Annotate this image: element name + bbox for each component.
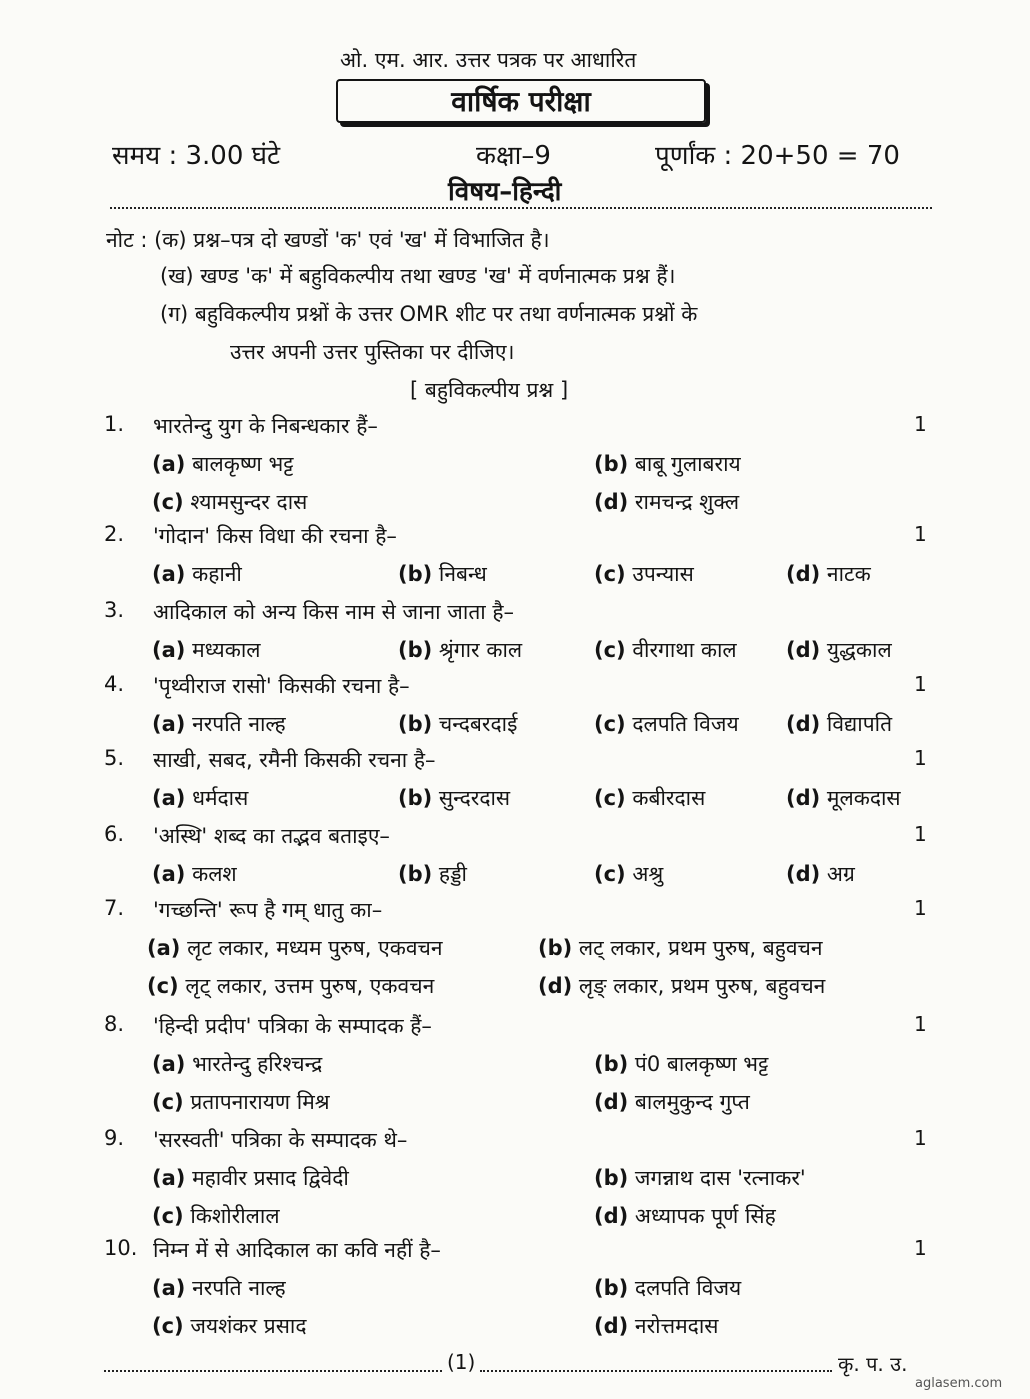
option-text: धर्मदास	[192, 786, 249, 810]
option-text: लृट् लकार, उत्तम पुरुष, एकवचन	[185, 974, 435, 998]
option-text: नाटक	[826, 562, 871, 586]
option-label: (c)	[594, 862, 626, 886]
option-label: (d)	[594, 1204, 629, 1228]
question-marks: 1	[914, 746, 927, 770]
option-text: वीरगाथा काल	[632, 638, 737, 662]
answer-option	[594, 1088, 750, 1116]
question-marks: 1	[914, 672, 927, 696]
answer-option	[594, 450, 741, 478]
answer-option	[152, 450, 294, 478]
answer-option	[152, 1164, 349, 1192]
answer-option	[786, 560, 871, 588]
section-title: [ बहुविकल्पीय प्रश्न ]	[410, 378, 569, 402]
answer-option	[594, 1202, 776, 1230]
answer-option	[152, 1312, 307, 1340]
option-label: (b)	[398, 638, 433, 662]
answer-option	[594, 488, 739, 516]
question-text: 'सरस्वती' पत्रिका के सम्पादक थे–	[153, 1128, 408, 1152]
exam-title-text: वार्षिक परीक्षा	[451, 85, 591, 118]
question-number: 1.	[104, 412, 125, 436]
answer-option	[152, 1050, 322, 1078]
footer-divider-left	[104, 1370, 442, 1372]
question-text: 'अस्थि' शब्द का तद्भव बताइए–	[153, 824, 390, 848]
answer-option	[786, 710, 892, 738]
option-text: अग्र	[826, 862, 855, 886]
answer-option	[152, 560, 242, 588]
note-line-3: (ग) बहुविकल्पीय प्रश्नों के उत्तर OMR शीट पर तथा वर्णनात्मक प्रश्नों के	[160, 302, 698, 326]
option-text: महावीर प्रसाद द्विवेदी	[192, 1166, 349, 1190]
question-marks: 1	[914, 896, 927, 920]
answer-option	[152, 1202, 280, 1230]
option-label: (b)	[398, 786, 433, 810]
option-label: (b)	[594, 1276, 629, 1300]
option-text: प्रतापनारायण मिश्र	[190, 1090, 330, 1114]
option-text: निबन्ध	[438, 562, 487, 586]
option-label: (b)	[538, 936, 573, 960]
option-label: (a)	[152, 638, 186, 662]
answer-option	[398, 560, 487, 588]
option-label: (d)	[786, 862, 821, 886]
option-label: (c)	[152, 1204, 184, 1228]
question-text: 'गोदान' किस विधा की रचना है–	[153, 524, 397, 548]
option-label: (c)	[152, 490, 184, 514]
option-text: नरोत्तमदास	[634, 1314, 719, 1338]
option-text: विद्यापति	[826, 712, 893, 736]
option-label: (b)	[594, 1052, 629, 1076]
option-label: (b)	[398, 712, 433, 736]
answer-option	[147, 972, 434, 1000]
option-text: श्यामसुन्दर दास	[190, 490, 308, 514]
option-label: (b)	[398, 862, 433, 886]
option-text: नरपति नाल्ह	[192, 1276, 286, 1300]
answer-option	[594, 784, 705, 812]
option-text: नरपति नाल्ह	[192, 712, 286, 736]
answer-option	[152, 488, 307, 516]
question-marks: 1	[914, 1126, 927, 1150]
option-label: (a)	[147, 936, 181, 960]
option-label: (c)	[594, 562, 626, 586]
option-text: हड्डी	[438, 862, 467, 886]
answer-option	[594, 1312, 718, 1340]
option-text: दलपति विजय	[634, 1276, 742, 1300]
answer-option	[594, 860, 663, 888]
question-marks: 1	[914, 522, 927, 546]
exam-class: कक्षा–9	[476, 141, 551, 171]
question-text: 'हिन्दी प्रदीप' पत्रिका के सम्पादक हैं–	[153, 1014, 432, 1038]
answer-option	[594, 1274, 741, 1302]
option-label: (d)	[786, 638, 821, 662]
option-text: मूलकदास	[826, 786, 901, 810]
option-label: (a)	[152, 1166, 186, 1190]
option-text: बालकृष्ण भट्ट	[192, 452, 294, 476]
question-marks: 1	[914, 1236, 927, 1260]
question-text: भारतेन्दु युग के निबन्धकार हैं–	[153, 414, 378, 438]
option-label: (a)	[152, 1052, 186, 1076]
answer-option	[538, 972, 825, 1000]
question-text: आदिकाल को अन्य किस नाम से जाना जाता है–	[153, 600, 515, 624]
option-text: जगन्नाथ दास 'रत्नाकर'	[634, 1166, 806, 1190]
option-label: (b)	[594, 1166, 629, 1190]
answer-option	[398, 784, 510, 812]
option-label: (c)	[594, 638, 626, 662]
answer-option	[594, 1164, 806, 1192]
question-text: निम्न में से आदिकाल का कवि नहीं है–	[153, 1238, 441, 1262]
option-label: (a)	[152, 452, 186, 476]
option-label: (d)	[594, 1314, 629, 1338]
option-label: (c)	[152, 1314, 184, 1338]
question-text: साखी, सबद, रमैनी किसकी रचना है–	[153, 748, 436, 772]
option-text: कलश	[192, 862, 237, 886]
option-label: (d)	[786, 712, 821, 736]
header-divider	[110, 207, 932, 209]
option-text: दलपति विजय	[632, 712, 739, 736]
option-label: (a)	[152, 562, 186, 586]
please-turn-over: कृ. प. उ.	[838, 1352, 908, 1376]
answer-option	[786, 636, 892, 664]
option-text: चन्दबरदाई	[438, 712, 518, 736]
answer-option	[538, 934, 823, 962]
exam-max-marks: पूर्णांक : 20+50 = 70	[655, 141, 900, 171]
answer-option	[152, 784, 248, 812]
option-text: श्रृंगार काल	[438, 638, 523, 662]
option-label: (a)	[152, 712, 186, 736]
question-number: 8.	[104, 1012, 125, 1036]
option-text: अध्यापक पूर्ण सिंह	[634, 1204, 776, 1228]
answer-option	[398, 710, 517, 738]
option-label: (d)	[594, 1090, 629, 1114]
answer-option	[594, 710, 739, 738]
option-label: (a)	[152, 1276, 186, 1300]
answer-option	[398, 860, 467, 888]
exam-title	[336, 79, 706, 123]
option-label: (d)	[538, 974, 573, 998]
option-text: उपन्यास	[632, 562, 694, 586]
exam-subject: विषय–हिन्दी	[448, 177, 562, 207]
question-number: 9.	[104, 1126, 125, 1150]
question-number: 2.	[104, 522, 125, 546]
option-text: बालमुकुन्द गुप्त	[634, 1090, 750, 1114]
option-text: पं0 बालकृष्ण भट्ट	[634, 1052, 769, 1076]
question-number: 3.	[104, 598, 125, 622]
option-label: (d)	[786, 786, 821, 810]
option-label: (c)	[147, 974, 179, 998]
question-text: 'पृथ्वीराज रासो' किसकी रचना है–	[153, 674, 410, 698]
question-number: 7.	[104, 896, 125, 920]
answer-option	[398, 636, 522, 664]
option-label: (b)	[594, 452, 629, 476]
option-label: (d)	[594, 490, 629, 514]
note-line-2: (ख) खण्ड 'क' में बहुविकल्पीय तथा खण्ड 'ख' में वर्णनात्मक प्रश्न हैं।	[160, 264, 676, 288]
exam-time: समय : 3.00 घंटे	[112, 141, 281, 171]
option-label: (c)	[594, 786, 626, 810]
question-marks: 1	[914, 412, 927, 436]
option-text: कबीरदास	[632, 786, 706, 810]
note-line-4: उत्तर अपनी उत्तर पुस्तिका पर दीजिए।	[230, 340, 515, 364]
question-marks: 1	[914, 1012, 927, 1036]
option-text: रामचन्द्र शुक्ल	[634, 490, 740, 514]
option-label: (c)	[594, 712, 626, 736]
answer-option	[152, 636, 261, 664]
option-text: मध्यकाल	[192, 638, 261, 662]
question-number: 6.	[104, 822, 125, 846]
answer-option	[594, 636, 737, 664]
option-text: लट् लकार, प्रथम पुरुष, बहुवचन	[578, 936, 823, 960]
question-marks: 1	[914, 822, 927, 846]
question-text: 'गच्छन्ति' रूप है गम् धातु का–	[153, 898, 383, 922]
answer-option	[152, 860, 237, 888]
page-number: (1)	[447, 1350, 476, 1374]
answer-option	[152, 1274, 286, 1302]
answer-option	[152, 710, 286, 738]
answer-option	[594, 560, 694, 588]
option-label: (a)	[152, 786, 186, 810]
note-line-1: नोट : (क) प्रश्न–पत्र दो खण्डों 'क' एवं 'ख' में विभाजित है।	[106, 228, 550, 252]
option-text: कहानी	[192, 562, 242, 586]
question-number: 10.	[104, 1236, 138, 1260]
footer-divider-right	[480, 1370, 832, 1372]
option-text: लृट लकार, मध्यम पुरुष, एकवचन	[187, 936, 443, 960]
question-number: 5.	[104, 746, 125, 770]
answer-option	[786, 860, 855, 888]
watermark: aglasem.com	[915, 1376, 1003, 1391]
option-text: लृङ् लकार, प्रथम पुरुष, बहुवचन	[578, 974, 826, 998]
answer-option	[786, 784, 901, 812]
option-label: (c)	[152, 1090, 184, 1114]
answer-option	[594, 1050, 768, 1078]
option-label: (b)	[398, 562, 433, 586]
answer-option	[152, 1088, 330, 1116]
option-text: जयशंकर प्रसाद	[190, 1314, 307, 1338]
question-number: 4.	[104, 672, 125, 696]
option-text: युद्धकाल	[826, 638, 892, 662]
option-text: बाबू गुलाबराय	[634, 452, 741, 476]
option-label: (a)	[152, 862, 186, 886]
answer-option	[147, 934, 443, 962]
omr-based-caption: ओ. एम. आर. उत्तर पत्रक पर आधारित	[340, 48, 637, 72]
option-text: सुन्दरदास	[438, 786, 511, 810]
option-text: भारतेन्दु हरिश्चन्द्र	[192, 1052, 323, 1076]
option-label: (d)	[786, 562, 821, 586]
option-text: अश्रु	[632, 862, 664, 886]
option-text: किशोरीलाल	[190, 1204, 280, 1228]
